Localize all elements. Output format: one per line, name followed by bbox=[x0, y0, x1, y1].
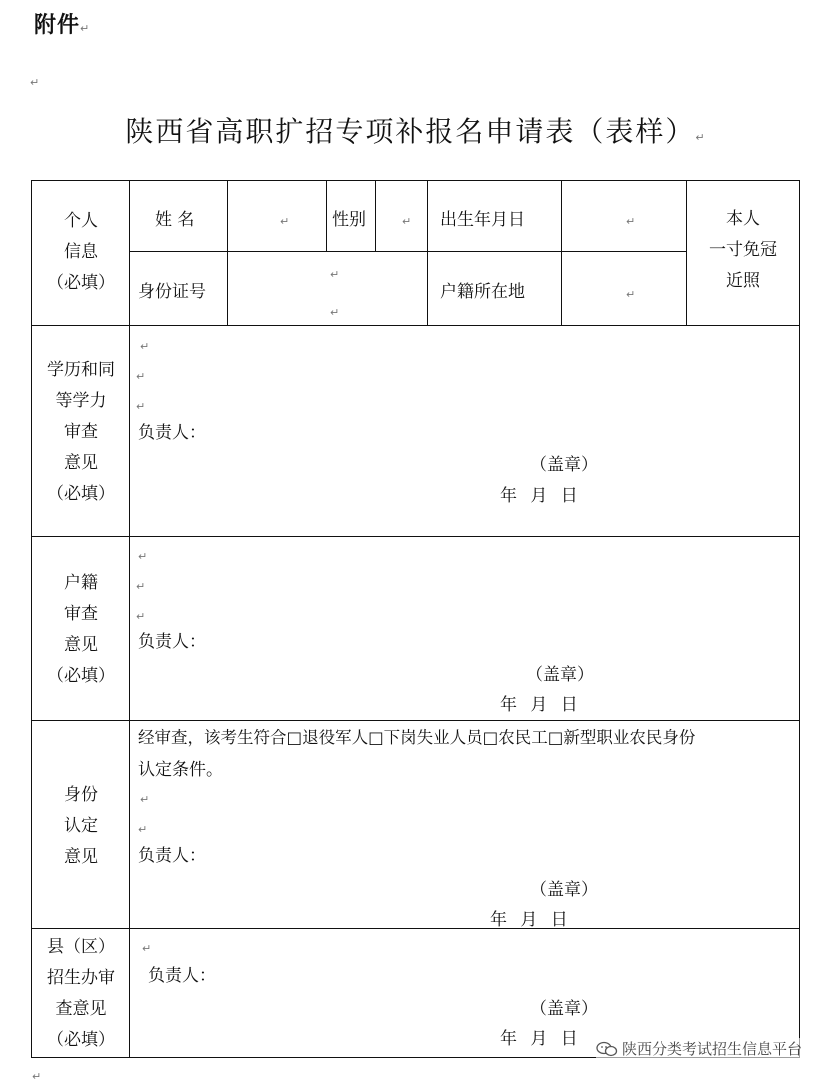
paragraph-mark: ↵ bbox=[30, 76, 40, 89]
identity-responsible-label: 负责人： bbox=[138, 846, 206, 866]
identity-review-label: 身份 认定 意见 bbox=[64, 785, 98, 867]
county-seal: （盖章） bbox=[530, 999, 598, 1019]
wechat-icon bbox=[596, 1041, 618, 1057]
paragraph-mark: ↵ bbox=[136, 580, 146, 593]
id-number-label: 身份证号 bbox=[138, 282, 206, 302]
identity-statement: 经审查，该考生符合□退役军人□下岗失业人员□农民工□新型职业农民身份 bbox=[138, 728, 696, 747]
county-date: 年 月 日 bbox=[500, 1029, 578, 1049]
paragraph-mark: ↵ bbox=[330, 306, 340, 319]
education-date: 年 月 日 bbox=[500, 486, 578, 506]
paragraph-mark: ↵ bbox=[136, 400, 146, 413]
hukou-date: 年 月 日 bbox=[500, 695, 578, 715]
identity-seal: （盖章） bbox=[530, 880, 598, 900]
paragraph-mark: ↵ bbox=[136, 370, 146, 383]
identity-statement-cont: 认定条件。 bbox=[138, 760, 223, 780]
personal-info-label: 个人 信息 （必填） bbox=[47, 211, 115, 293]
gender-field[interactable]: ↵ bbox=[402, 215, 412, 228]
paragraph-mark: ↵ bbox=[138, 550, 148, 563]
hukou-responsible-label: 负责人： bbox=[138, 632, 206, 652]
education-seal: （盖章） bbox=[530, 455, 598, 475]
gender-label: 性别 bbox=[332, 210, 366, 230]
hukou-location-label: 户籍所在地 bbox=[440, 282, 525, 302]
identity-date: 年 月 日 bbox=[490, 910, 568, 930]
hukou-location-field[interactable]: ↵ bbox=[626, 288, 636, 301]
hukou-seal: （盖章） bbox=[526, 665, 594, 685]
education-review-label: 学历和同 等学力 审查 意见 （必填） bbox=[47, 360, 115, 504]
attachment-label: 附件↵ bbox=[34, 13, 91, 38]
platform-watermark: 陕西分类考试招生信息平台 bbox=[596, 1038, 802, 1059]
county-responsible-label: 负责人： bbox=[148, 966, 216, 986]
form-title: 陕西省高职扩招专项补报名申请表（表样）↵ bbox=[125, 115, 707, 148]
paragraph-mark: ↵ bbox=[32, 1070, 42, 1083]
paragraph-mark: ↵ bbox=[140, 793, 150, 806]
county-review-label: 县（区） 招生办审 查意见 （必填） bbox=[47, 937, 115, 1050]
birth-date-label: 出生年月日 bbox=[440, 210, 525, 230]
paragraph-mark: ↵ bbox=[136, 610, 146, 623]
education-responsible-label: 负责人： bbox=[138, 423, 206, 443]
paragraph-mark: ↵ bbox=[138, 823, 148, 836]
hukou-review-label: 户籍 审查 意见 （必填） bbox=[47, 573, 115, 686]
paragraph-mark: ↵ bbox=[142, 942, 152, 955]
photo-placeholder: 本人 一寸免冠 近照 bbox=[709, 209, 777, 291]
birth-date-field[interactable]: ↵ bbox=[626, 215, 636, 228]
name-label: 姓 名 bbox=[155, 210, 195, 230]
name-field[interactable]: ↵ bbox=[280, 215, 290, 228]
paragraph-mark: ↵ bbox=[140, 340, 150, 353]
id-number-field[interactable]: ↵ bbox=[330, 268, 340, 281]
